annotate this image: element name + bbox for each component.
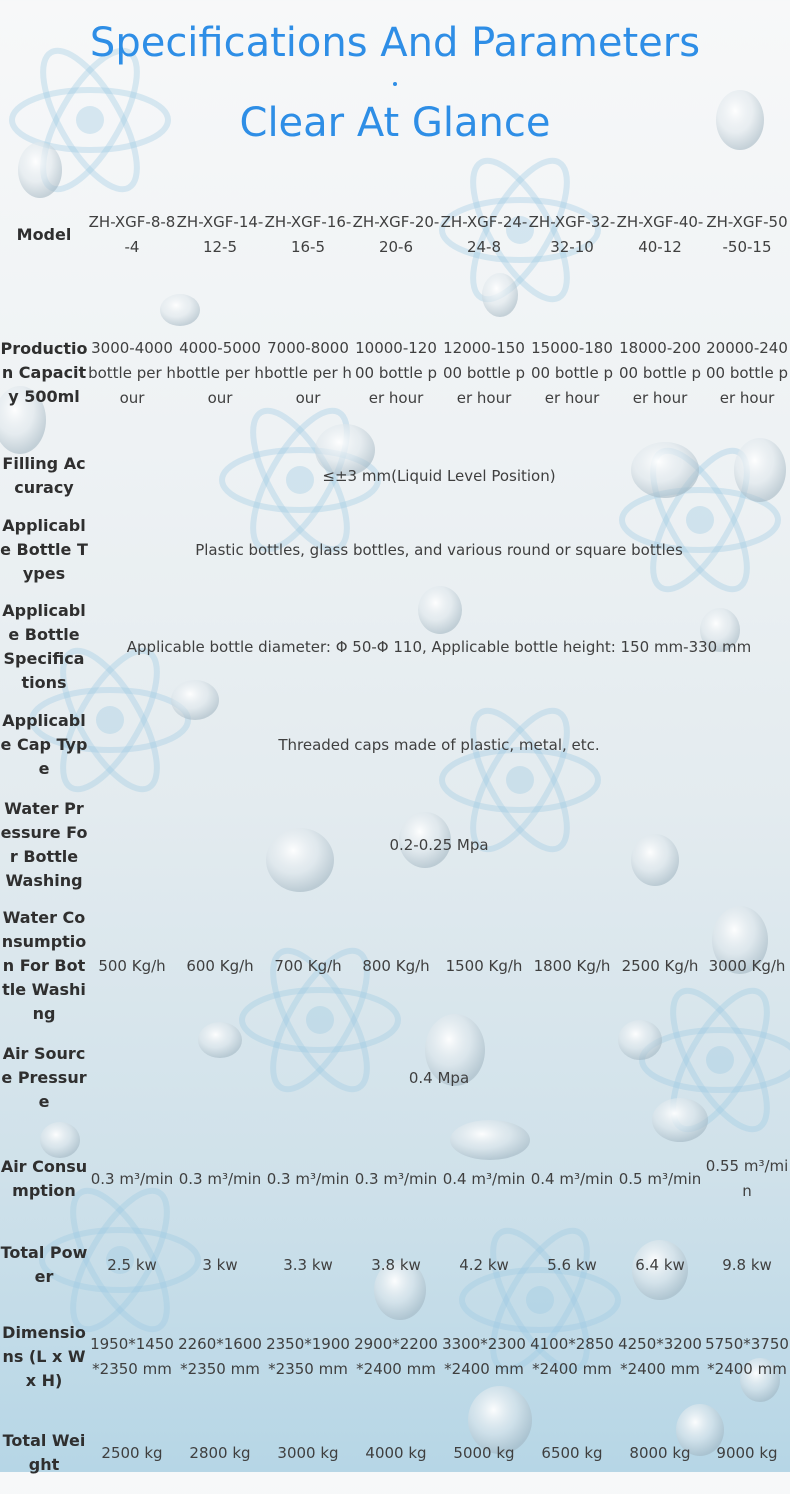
air-consumption-cell: 0.3 m³/min: [178, 1169, 262, 1188]
water-consumption-cell: 500 Kg/h: [98, 956, 166, 975]
dimensions-cell: 4250*3200*2400 mm: [618, 1335, 702, 1378]
title-line-1: Specifications And Parameters: [89, 20, 701, 66]
air-consumption-cell: 0.4 m³/min: [442, 1169, 526, 1188]
cap-type-value: Threaded caps made of plastic, metal, etc.: [278, 735, 600, 754]
row-label-capacity: Production Capacity 500ml: [0, 339, 88, 406]
row-air-consumption: [0, 1130, 790, 1228]
row-label-filling-accuracy: Filling Accuracy: [2, 454, 86, 497]
row-label-water-consumption: Water Consumption For Bottle Washing: [1, 908, 87, 1023]
row-label-air-pressure: Air Source Pressure: [1, 1044, 87, 1111]
capacity-cell: 7000-8000 bottle per hour: [264, 338, 352, 407]
dimensions-cell: 2900*2200*2400 mm: [354, 1335, 438, 1378]
spec-table: [0, 190, 790, 1494]
total-power-cell: 2.5 kw: [107, 1255, 157, 1274]
row-total-power: [0, 1228, 790, 1302]
row-water-consumption: [0, 906, 790, 1026]
model-cell: ZH-XGF-24-24-8: [440, 213, 528, 256]
row-label-model: Model: [16, 225, 72, 244]
capacity-cell: 20000-24000 bottle per hour: [705, 338, 788, 407]
row-model: [0, 190, 790, 280]
air-consumption-cell: 0.55 m³/min: [705, 1157, 789, 1200]
total-power-cell: 5.6 kw: [547, 1255, 597, 1274]
row-label-water-pressure: Water Pressure For Bottle Washing: [0, 799, 88, 890]
bottle-types-value: Plastic bottles, glass bottles, and various round or square bottles: [195, 540, 683, 559]
total-power-cell: 9.8 kw: [722, 1255, 772, 1274]
model-cell: ZH-XGF-32-32-10: [528, 213, 616, 256]
total-weight-cell: 5000 kg: [453, 1443, 515, 1462]
total-weight-cell: 6500 kg: [541, 1443, 603, 1462]
capacity-cell: 3000-4000 bottle per hour: [88, 338, 176, 407]
total-weight-cell: 9000 kg: [716, 1443, 778, 1462]
total-weight-cell: 3000 kg: [277, 1443, 339, 1462]
row-bottle-types: [0, 512, 790, 588]
dimensions-cell: 5750*3750*2400 mm: [705, 1335, 789, 1378]
total-power-cell: 3.3 kw: [283, 1255, 333, 1274]
filling-accuracy-value: ≤±3 mm(Liquid Level Position): [322, 466, 556, 485]
model-cell: ZH-XGF-8-8-4: [88, 213, 176, 256]
dimensions-cell: 2260*1600*2350 mm: [178, 1335, 262, 1378]
title-separator-dot: [393, 82, 397, 86]
row-label-air-consumption: Air Consumption: [0, 1157, 88, 1200]
dimensions-cell: 3300*2300*2400 mm: [442, 1335, 526, 1378]
dimensions-cell: 2350*1900*2350 mm: [266, 1335, 350, 1378]
total-weight-cell: 2500 kg: [101, 1443, 163, 1462]
water-consumption-cell: 2500 Kg/h: [621, 956, 699, 975]
row-air-pressure: [0, 1026, 790, 1130]
model-cell: ZH-XGF-40-40-12: [616, 213, 704, 256]
air-consumption-cell: 0.3 m³/min: [354, 1169, 438, 1188]
row-water-pressure: [0, 784, 790, 906]
air-consumption-cell: 0.5 m³/min: [618, 1169, 702, 1188]
model-cell: ZH-XGF-14-12-5: [176, 213, 264, 256]
water-consumption-cell: 1500 Kg/h: [445, 956, 523, 975]
total-weight-cell: 2800 kg: [189, 1443, 251, 1462]
air-consumption-cell: 0.3 m³/min: [90, 1169, 174, 1188]
air-pressure-value: 0.4 Mpa: [408, 1068, 470, 1087]
air-consumption-cell: 0.4 m³/min: [530, 1169, 614, 1188]
row-label-dimensions: Dimensions (L x W x H): [2, 1323, 86, 1390]
row-cap-type: [0, 706, 790, 784]
row-total-weight: [0, 1412, 790, 1494]
row-filling-accuracy: [0, 440, 790, 512]
model-cell: ZH-XGF-20-20-6: [352, 213, 440, 256]
capacity-cell: 15000-18000 bottle per hour: [530, 338, 613, 407]
capacity-cell: 10000-12000 bottle per hour: [354, 338, 437, 407]
total-weight-cell: 4000 kg: [365, 1443, 427, 1462]
model-cell: ZH-XGF-16-16-5: [264, 213, 352, 256]
dimensions-cell: 4100*2850*2400 mm: [530, 1335, 614, 1378]
total-power-cell: 6.4 kw: [635, 1255, 685, 1274]
row-dimensions: [0, 1302, 790, 1412]
total-power-cell: 3.8 kw: [371, 1255, 421, 1274]
row-label-cap-type: Applicable Cap Type: [0, 711, 88, 778]
water-consumption-cell: 700 Kg/h: [274, 956, 342, 975]
air-consumption-cell: 0.3 m³/min: [266, 1169, 350, 1188]
total-power-cell: 4.2 kw: [459, 1255, 509, 1274]
row-label-bottle-specs: Applicable Bottle Specifications: [2, 601, 86, 692]
total-power-cell: 3 kw: [202, 1255, 238, 1274]
row-capacity: [0, 328, 790, 418]
capacity-cell: 12000-15000 bottle per hour: [442, 338, 525, 407]
water-consumption-cell: 800 Kg/h: [362, 956, 430, 975]
total-weight-cell: 8000 kg: [629, 1443, 691, 1462]
water-consumption-cell: 600 Kg/h: [186, 956, 254, 975]
bottle-specs-value: Applicable bottle diameter: Φ 50-Φ 110, Applicable bottle height: 150 mm-330 mm: [126, 637, 752, 656]
row-label-total-weight: Total Weight: [2, 1431, 86, 1474]
water-pressure-value: 0.2-0.25 Mpa: [389, 835, 489, 854]
water-consumption-cell: 1800 Kg/h: [533, 956, 611, 975]
capacity-cell: 4000-5000 bottle per hour: [176, 338, 264, 407]
row-label-bottle-types: Applicable Bottle Types: [0, 516, 88, 583]
capacity-cell: 18000-20000 bottle per hour: [618, 338, 701, 407]
water-consumption-cell: 3000 Kg/h: [708, 956, 786, 975]
model-cell: ZH-XGF-50-50-15: [706, 213, 788, 256]
row-label-total-power: Total Power: [0, 1243, 88, 1286]
row-bottle-specs: [0, 588, 790, 706]
dimensions-cell: 1950*1450*2350 mm: [90, 1335, 174, 1378]
title-line-2: Clear At Glance: [239, 100, 551, 146]
